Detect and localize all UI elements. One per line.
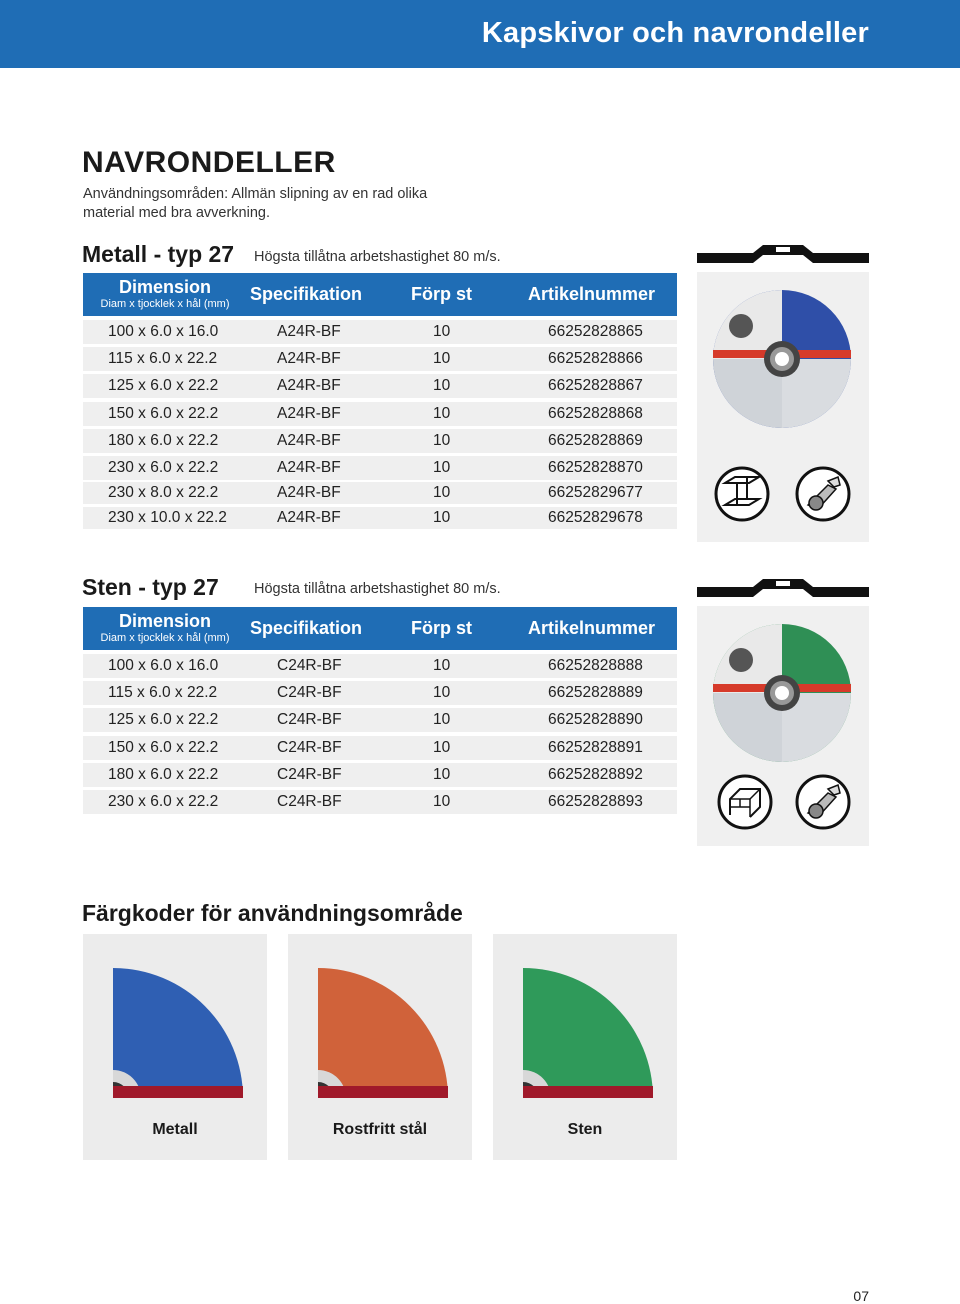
table-row [83, 681, 677, 705]
forp-cell: 10 [433, 432, 451, 449]
table-row [83, 708, 677, 732]
table-row [83, 374, 677, 398]
forp-cell: 10 [433, 509, 451, 526]
swatch-label: Sten [567, 1121, 603, 1138]
blue-grinding-disc-image [711, 288, 853, 430]
col-specification: Specifikation [250, 284, 363, 304]
article-number-cell: 66252828889 [548, 684, 643, 701]
forp-cell: 10 [433, 684, 451, 701]
disc-profile-icon [697, 243, 869, 265]
article-number-cell: 66252828892 [548, 766, 643, 783]
color-codes-heading: Färgkoder för användningsområde [82, 900, 463, 926]
forp-cell: 10 [433, 350, 451, 367]
article-number-cell: 66252828870 [548, 459, 643, 476]
specification-cell: A24R-BF [277, 323, 341, 340]
metall-speed-note: Högsta tillåtna arbetshastighet 80 m/s. [254, 249, 501, 265]
dimension-cell: 230 x 8.0 x 22.2 [108, 484, 219, 501]
sten-image-panel [697, 606, 869, 846]
forp-cell: 10 [433, 459, 451, 476]
brick-wall-icon [716, 773, 774, 831]
sten-heading: Sten - typ 27 [82, 574, 219, 600]
article-number-cell: 66252828891 [548, 739, 643, 756]
swatch-label: Metall [152, 1121, 198, 1138]
metall-disc-swatch [113, 968, 243, 1098]
specification-cell: A24R-BF [277, 377, 341, 394]
dimension-cell: 100 x 6.0 x 16.0 [108, 323, 219, 340]
page-description: Användningsområden: Allmän slipning av en rad olika material med bra avverkning. [83, 186, 428, 221]
specification-cell: C24R-BF [277, 793, 342, 810]
color-swatch-metall [83, 934, 267, 1160]
dimension-cell: 150 x 6.0 x 22.2 [108, 739, 219, 756]
specification-cell: A24R-BF [277, 405, 341, 422]
col-forp: Förp st [411, 618, 472, 638]
color-swatch-rostfritt [288, 934, 472, 1160]
table-row [83, 429, 677, 453]
specification-cell: A24R-BF [277, 509, 341, 526]
disc-profile-icon [697, 577, 869, 599]
specification-cell: C24R-BF [277, 684, 342, 701]
col-dimension: Dimension Diam x tjocklek x hål (mm) [100, 277, 230, 310]
specification-cell: A24R-BF [277, 484, 341, 501]
article-number-cell: 66252828865 [548, 323, 643, 340]
dimension-cell: 115 x 6.0 x 22.2 [108, 350, 218, 367]
article-number-cell: 66252828867 [548, 377, 643, 394]
dimension-cell: 230 x 6.0 x 22.2 [108, 793, 219, 810]
specification-cell: A24R-BF [277, 432, 341, 449]
article-number-cell: 66252828869 [548, 432, 643, 449]
table-row [83, 790, 677, 814]
dimension-cell: 100 x 6.0 x 16.0 [108, 657, 219, 674]
forp-cell: 10 [433, 739, 451, 756]
article-number-cell: 66252828888 [548, 657, 643, 674]
dimension-cell: 230 x 10.0 x 22.2 [108, 509, 227, 526]
article-number-cell: 66252828890 [548, 711, 643, 728]
metall-image-panel [697, 272, 869, 542]
article-number-cell: 66252829677 [548, 484, 643, 501]
forp-cell: 10 [433, 793, 451, 810]
angle-grinder-icon [794, 465, 852, 523]
specification-cell: A24R-BF [277, 459, 341, 476]
col-dimension: Dimension Diam x tjocklek x hål (mm) [100, 611, 230, 644]
sten-table-header [83, 607, 677, 650]
page-title: NAVRONDELLER [82, 146, 336, 179]
forp-cell: 10 [433, 323, 451, 340]
page-number: 07 [853, 1288, 869, 1304]
dimension-cell: 180 x 6.0 x 22.2 [108, 432, 219, 449]
dimension-cell: 230 x 6.0 x 22.2 [108, 459, 219, 476]
table-row [83, 402, 677, 426]
forp-cell: 10 [433, 405, 451, 422]
dimension-cell: 150 x 6.0 x 22.2 [108, 405, 219, 422]
dimension-cell: 180 x 6.0 x 22.2 [108, 766, 219, 783]
forp-cell: 10 [433, 657, 451, 674]
metall-heading: Metall - typ 27 [82, 241, 235, 267]
table-row [83, 763, 677, 787]
dimension-cell: 115 x 6.0 x 22.2 [108, 684, 218, 701]
sten-disc-swatch [523, 968, 653, 1098]
dimension-cell: 125 x 6.0 x 22.2 [108, 377, 219, 394]
table-row [83, 320, 677, 344]
steel-beam-icon [713, 465, 771, 523]
table-row [83, 736, 677, 760]
article-number-cell: 66252828893 [548, 793, 643, 810]
color-swatch-sten [493, 934, 677, 1160]
col-article: Artikelnummer [528, 618, 656, 638]
specification-cell: C24R-BF [277, 739, 342, 756]
specification-cell: C24R-BF [277, 711, 342, 728]
swatch-label: Rostfritt stål [332, 1121, 428, 1138]
green-grinding-disc-image [711, 622, 853, 764]
table-row [83, 507, 677, 529]
table-row [83, 654, 677, 678]
article-number-cell: 66252829678 [548, 509, 643, 526]
specification-cell: C24R-BF [277, 766, 342, 783]
table-row [83, 456, 677, 480]
dimension-cell: 125 x 6.0 x 22.2 [108, 711, 219, 728]
rostfritt-disc-swatch [318, 968, 448, 1098]
article-number-cell: 66252828866 [548, 350, 643, 367]
header-title: Kapskivor och navrondeller [481, 17, 869, 49]
sten-speed-note: Högsta tillåtna arbetshastighet 80 m/s. [254, 581, 501, 597]
col-specification: Specifikation [250, 618, 363, 638]
forp-cell: 10 [433, 484, 451, 501]
angle-grinder-icon [794, 773, 852, 831]
forp-cell: 10 [433, 377, 451, 394]
table-row [83, 347, 677, 371]
page-header [0, 0, 960, 68]
article-number-cell: 66252828868 [548, 405, 643, 422]
forp-cell: 10 [433, 711, 451, 728]
col-article: Artikelnummer [528, 284, 656, 304]
forp-cell: 10 [433, 766, 451, 783]
table-row [83, 482, 677, 504]
specification-cell: C24R-BF [277, 657, 342, 674]
specification-cell: A24R-BF [277, 350, 341, 367]
metall-table-header [83, 273, 677, 316]
col-forp: Förp st [411, 284, 472, 304]
